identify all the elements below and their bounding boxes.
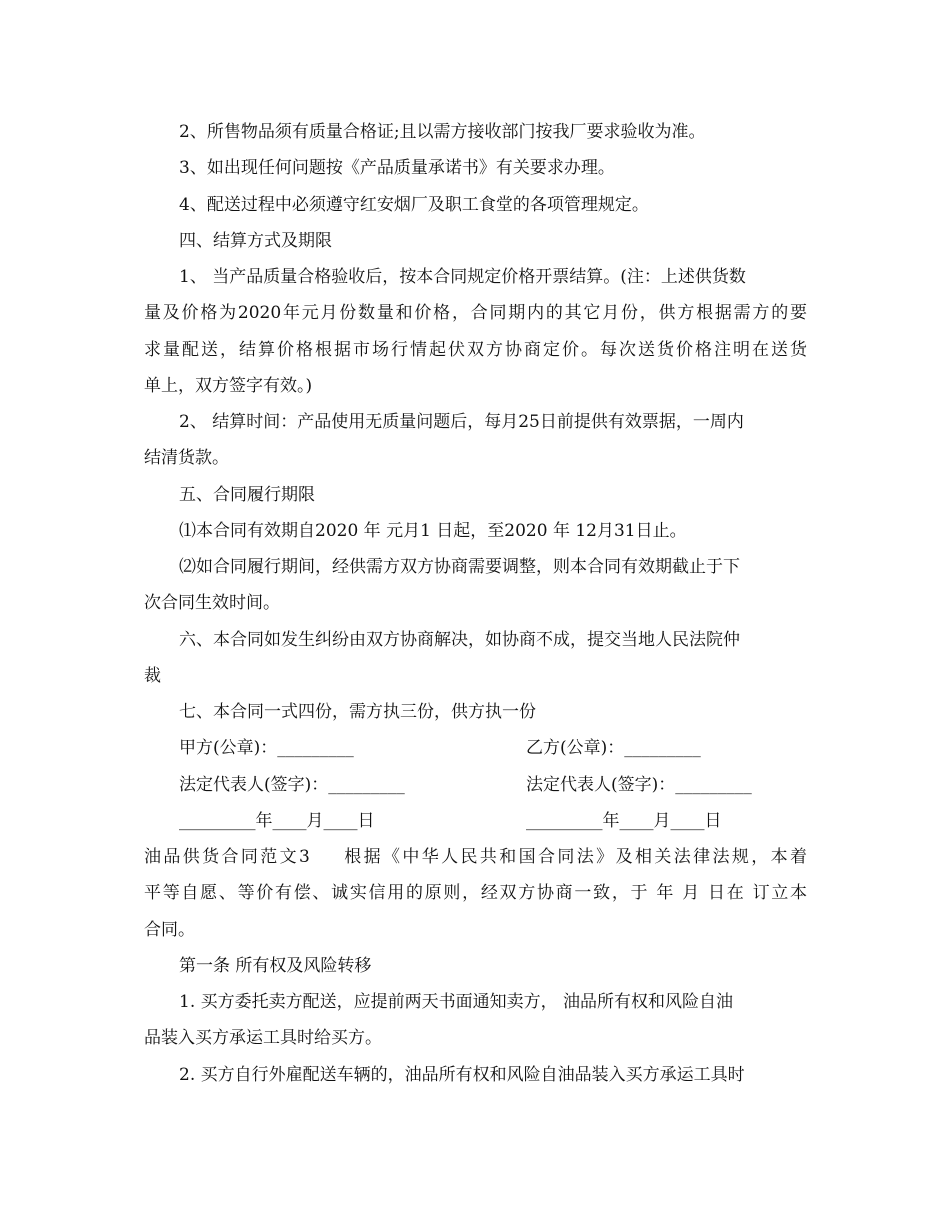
signature-party-b-date: _________年____月____日 xyxy=(526,811,722,831)
paragraph-line: 1. 买方委托卖方配送，应提前两天书面通知卖方， 油品所有权和风险自油 xyxy=(179,992,734,1012)
paragraph-line: 次合同生效时间。 xyxy=(144,593,280,613)
paragraph-line xyxy=(144,846,807,868)
paragraph-line: 七、本合同一式四份，需方执三份，供方执一份 xyxy=(179,702,536,722)
paragraph-line: 结清货款。 xyxy=(144,448,229,468)
clause-line: 4、配送过程中必须遵守红安烟厂及职工食堂的各项管理规定。 xyxy=(179,195,649,215)
paragraph-line: 平等自愿、等价有偿、诚实信用的原则，经双方协商一致，于 年 月 日在 订立本 xyxy=(144,883,807,903)
document-title: 油品供货合同范文3 xyxy=(144,847,310,867)
clause-line: 3、如出现任何问题按《产品质量承诺书》有关要求办理。 xyxy=(179,158,615,178)
article-heading: 第一条 所有权及风险转移 xyxy=(179,956,372,976)
paragraph-line: 求量配送，结算价格根据市场行情起伏双方协商定价。每次送货价格注明在送货 xyxy=(144,340,807,360)
paragraph-line: 六、本合同如发生纠纷由双方协商解决，如协商不成，提交当地人民法院仲 xyxy=(179,630,740,650)
signature-party-a-seal: 甲方(公章)：_________ xyxy=(179,738,354,758)
signature-party-a-date: _________年____月____日 xyxy=(179,811,375,831)
paragraph-line: ⑵如合同履行期间，经供需方双方协商需要调整，则本合同有效期截止于下 xyxy=(179,557,740,577)
paragraph-line: 1、 当产品质量合格验收后，按本合同规定价格开票结算。(注：上述供货数 xyxy=(179,267,746,287)
paragraph-line: 量及价格为2020年元月份数量和价格，合同期内的其它月份，供方根据需方的要 xyxy=(144,303,807,323)
signature-party-b-seal: 乙方(公章)：_________ xyxy=(526,738,701,758)
paragraph-line: 单上，双方签字有效。) xyxy=(144,376,313,396)
section-heading: 四、结算方式及期限 xyxy=(179,231,332,251)
clause-line: 2、所售物品须有质量合格证;且以需方接收部门按我厂要求验收为准。 xyxy=(179,122,706,142)
paragraph-line: 品装入买方承运工具时给买方。 xyxy=(144,1028,382,1048)
paragraph-line: ⑴本合同有效期自2020 年 元月1 日起，至2020 年 12月31日止。 xyxy=(179,521,687,541)
paragraph-line: 2、 结算时间：产品使用无质量问题后，每月25日前提供有效票据，一周内 xyxy=(179,412,744,432)
signature-party-a-rep: 法定代表人(签字)：_________ xyxy=(179,775,405,795)
paragraph-text: 根据《中华人民共和国合同法》及相关法律法规，本着 xyxy=(341,847,807,867)
signature-party-b-rep: 法定代表人(签字)：_________ xyxy=(526,775,752,795)
paragraph-line: 合同。 xyxy=(144,920,195,940)
paragraph-line: 裁 xyxy=(144,666,161,686)
paragraph-line: 2. 买方自行外雇配送车辆的，油品所有权和风险自油品装入买方承运工具时 xyxy=(179,1065,745,1085)
section-heading: 五、合同履行期限 xyxy=(179,485,315,505)
